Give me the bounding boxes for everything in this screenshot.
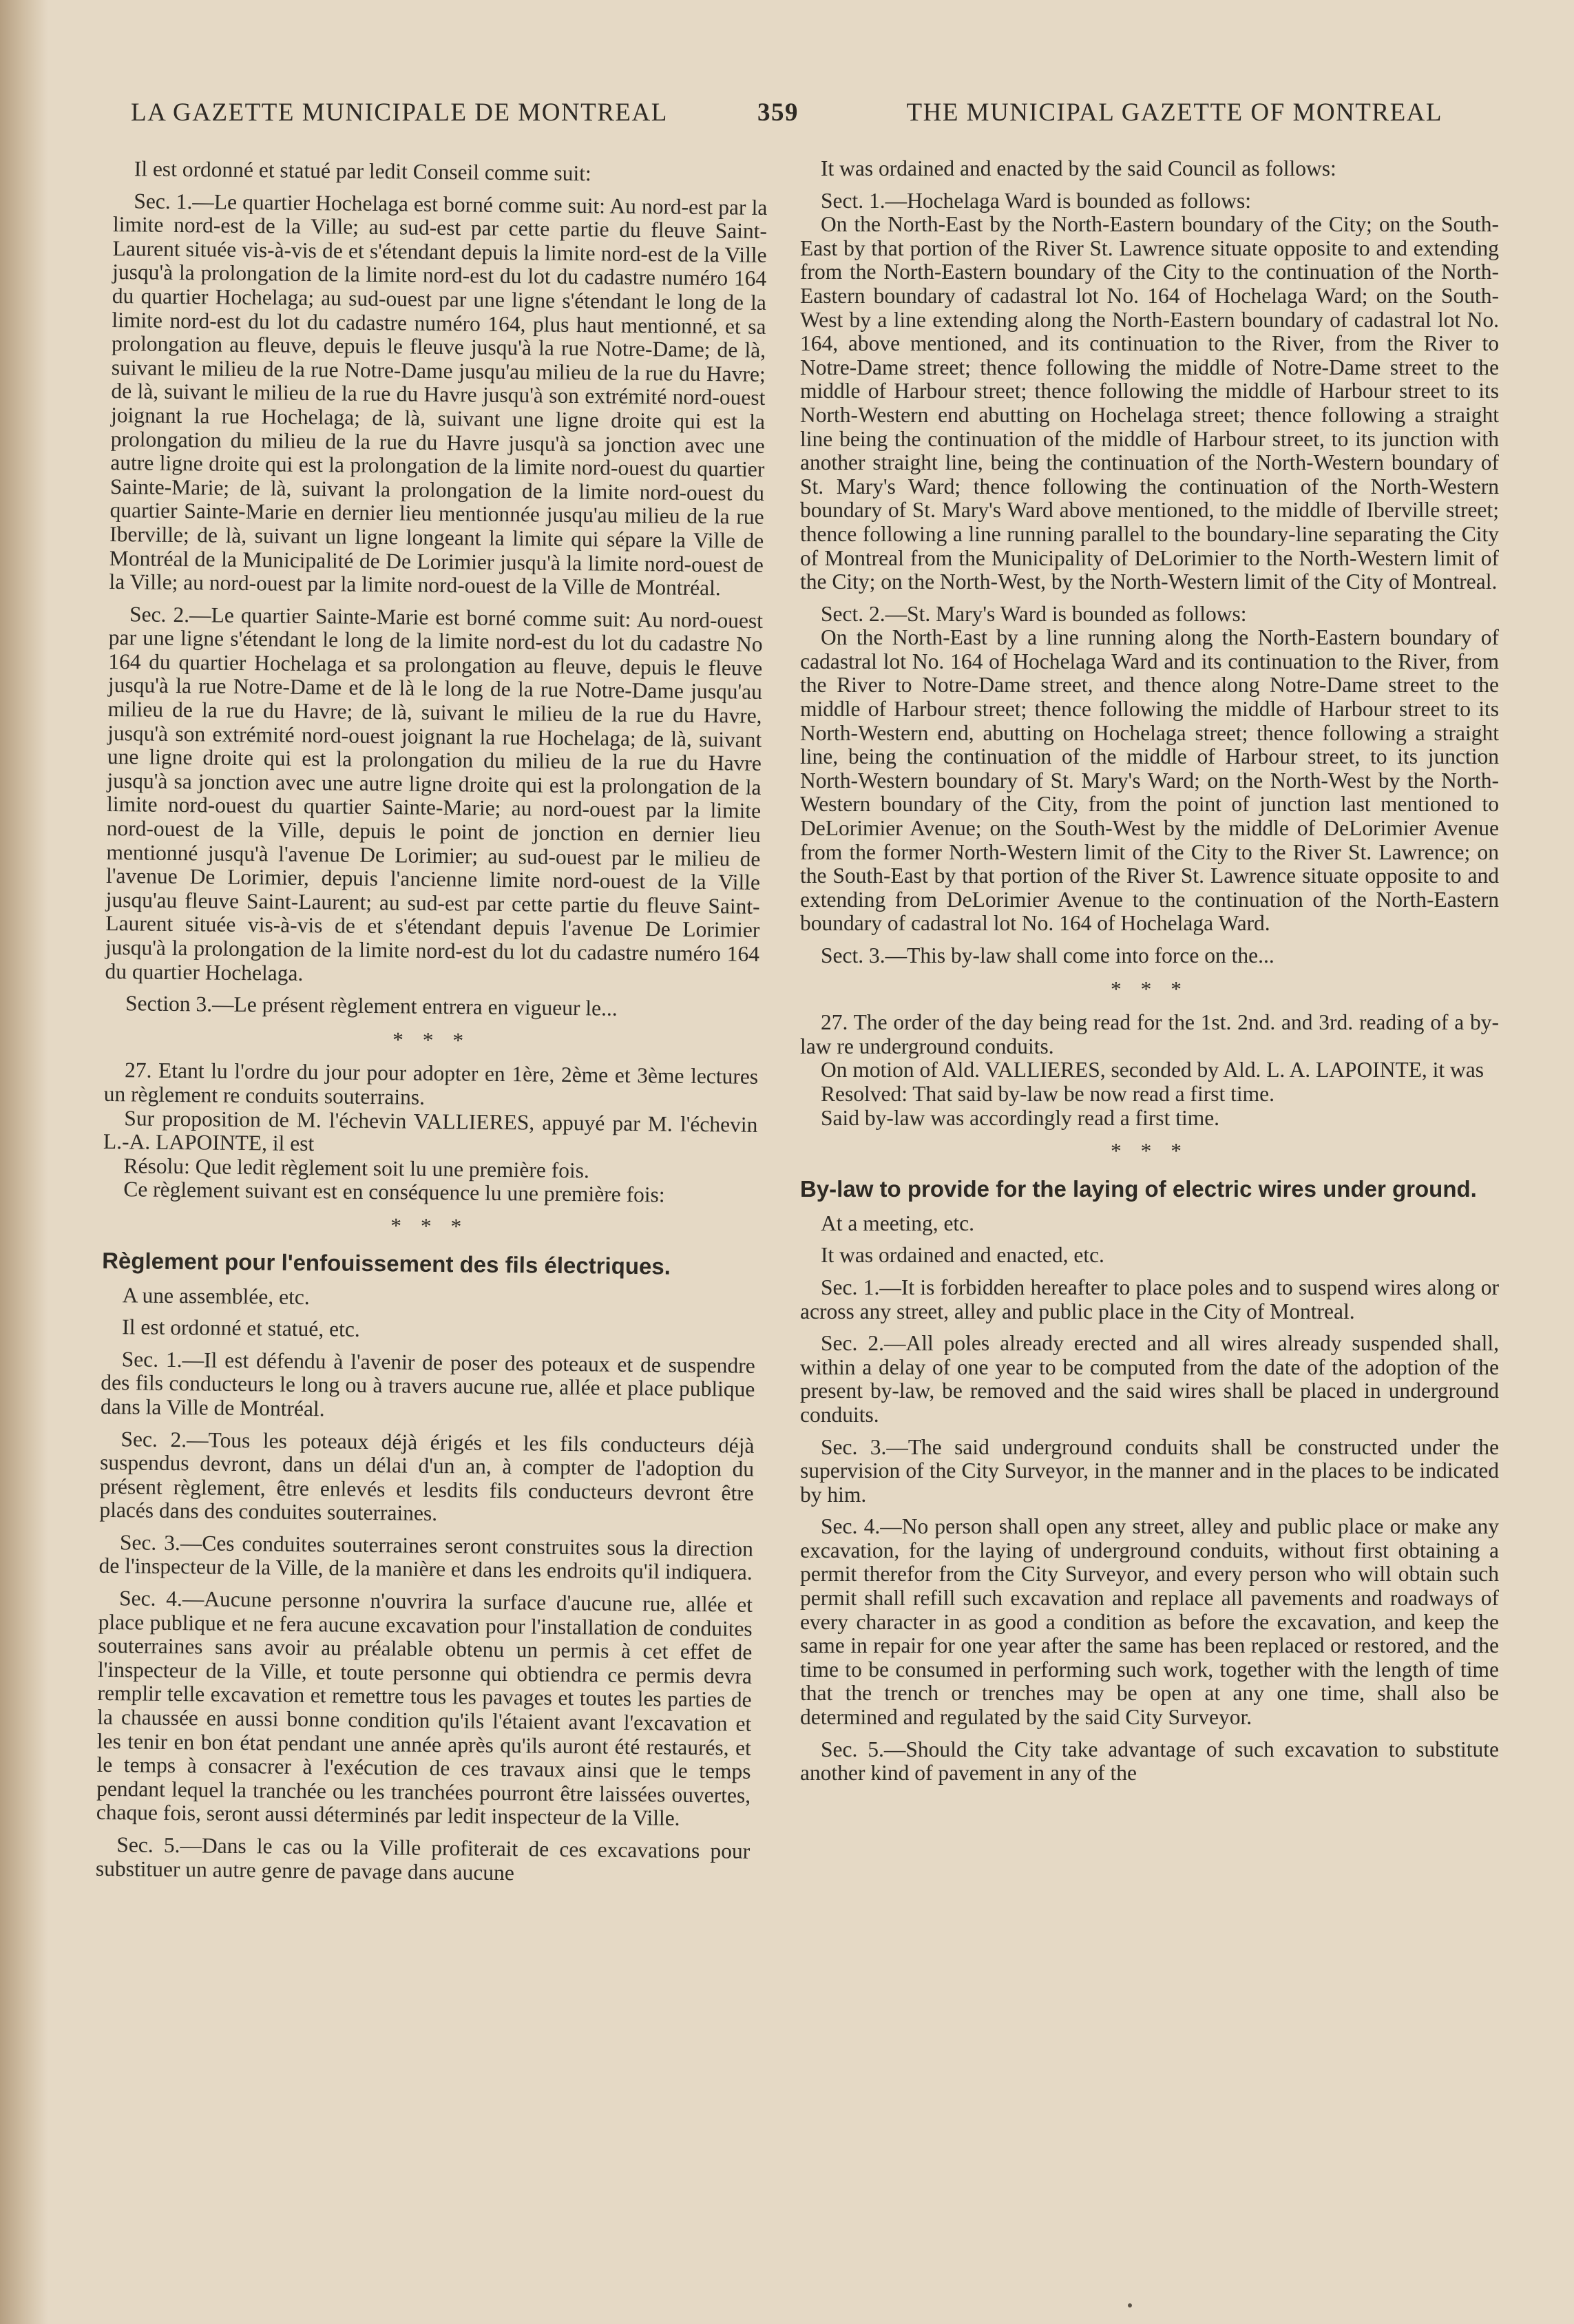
paragraph: Sec. 1.—Il est défendu à l'avenir de poser des poteaux et de suspendre des fils conducteurs le long ou à travers aucune rue, allée et place publique dans la Ville de Montréal. [100,1346,755,1421]
paragraph: On motion of Ald. VALLIERES, seconded by Ald. L. A. LAPOINTE, it was [821,1058,1484,1082]
section-heading: Règlement pour l'enfouissement des fils électriques. [102,1247,671,1279]
paragraph: A une assemblée, etc. [122,1282,310,1309]
paragraph: Résolu: Que ledit règlement soit lu une première fois. [123,1153,590,1183]
paragraph: Sec. 2.—Le quartier Sainte-Marie est borné comme suit: Au nord-ouest par une ligne s'étendant le long de la limite nord-est du lot du cadastre No 164 du quartier Hochelaga et sa prolongation au fleuve, depuis le fleuve jusqu'à la rue Notre-Dame et de là le long de la rue Notre-Dame jusqu'au milieu de la rue du Havre; de là, suivant le milieu de la rue du Havre, jusqu'à son extrémité nord-ouest joignant la rue Hochelaga; de là, suivant une ligne droite qui est la prolongation du milieu de la rue du Havre jusqu'à sa jonction avec une autre ligne droite qui est la prolongation de la limite nord-ouest du quartier Sainte-Marie; au nord-ouest par la limite nord-ouest de la Ville, depuis le point de jonction en dernier lieu mentionné jusqu'à l'avenue De Lorimier; au sud-ouest par le milieu de l'avenue De Lorimier, depuis l'ancienne limite nord-ouest de la Ville jusqu'au fleuve Saint-Laurent; au sud-est par cette partie du fleuve Saint-Laurent située vis-à-vis de et s'étendant depuis l'avenue De Lorimier jusqu'à la prolongation de la limite nord-est du lot du cadastre numéro 164 du quartier Hochelaga. [105,601,764,985]
paragraph: At a meeting, etc. [821,1211,975,1235]
paragraph: On the North-East by a line running along the North-Eastern boundary of cadastral lot No. 164 of Hochelaga Ward and its continuation to the River, from the River to Notre-Dame street, and thence along Notre-Dame street to the middle of Harbour street; thence following the middle of Harbour street to its North-Western end, abutting on Hochelaga street; thence following a straight line, being the continuation of the middle of Harbour street, to its junction North-Western boundary of St. Mary's Ward; on the North-West by the North-Western boundary of the City, from the point of junction last mentioned to DeLorimier Avenue; on the South-West by the middle of DeLorimier Avenue from the former North-Western limit of the City to the River St. Lawrence; on the South-East by that portion of the River St. Lawrence situate opposite to and extending from DeLorimier Avenue to the continuation of the North-Eastern boundary of cadastral lot No. 164 of Hochelaga Ward. [800,625,1499,936]
paragraph: Sect. 1.—Hochelaga Ward is bounded as follows: [821,188,1252,213]
paragraph: Sec. 4.—No person shall open any street, alley and public place or make any excavation, for the laying of underground conduits, without first obtaining a permit therefor from the City Surveyor, and every person who will obtain such permit shall refill such excavation and replace all pavements and roadways of every character in as good a condition as before the excavation, and keep the same in repair for one year after the same has been replaced or restored, and the time to be consumed in performing such work, together with the length of time that the trench or trenches may be open at any one time, shall also be determined and regulated by the said City Surveyor. [800,1514,1499,1730]
header-english-title: THE MUNICIPAL GAZETTE OF MONTREAL [906,98,1442,127]
separator-stars: * * * [1111,976,1188,1001]
paragraph: On the North-East by the North-Eastern boundary of the City; on the South-East by that portion of the River St. Lawrence situate opposite to and extending from the North-Eastern boundary of the City to the continuation of the North-Eastern boundary of cadastral lot No. 164 of Hochelaga Ward; on the South-West by a line extending along the North-Eastern boundary of cadastral lot No. 164, above mentioned, and its continuation to the River, from the River to Notre-Dame street; thence following the middle of Notre-Dame street to the middle of Harbour street; thence following the middle of Harbour street to its North-Western end abutting on Hochelaga street; thence following a straight line being the continuation of the middle of Harbour street, to its junction with another straight line, being the continuation of the North-Western boundary of St. Mary's Ward; thence following the continuation of the North-Western boundary of St. Mary's Ward above mentioned, to the middle of Iberville street; thence following a line running parallel to the boundary-line separating the City of Montreal from the Municipality of DeLorimier to the North-Western limit of the City; on the North-West, by the North-Western limit of the City of Montreal. [800,212,1499,594]
paragraph: Sec. 1.—Le quartier Hochelaga est borné comme suit: Au nord-est par la limite nord-est de la Ville; au sud-est par cette partie du fleuve Saint-Laurent située vis-à-vis de et s'étendant depuis la limite nord-est de la Ville jusqu'à la prolongation de la limite nord-est du lot du cadastre numéro 164 du quartier Hochelaga; au sud-ouest par une ligne s'étendant le long de la limite nord-est du lot du cadastre numéro 164, plus haut mentionné, et sa prolongation au fleuve, depuis le fleuve jusqu'à la rue Notre-Dame; de là, suivant le milieu de la rue Notre-Dame jusqu'au milieu de la rue du Havre; de là, suivant le milieu de la rue du Havre jusqu'à son extrémité nord-ouest joignant la rue Hochelaga; de là, suivant une ligne droite qui est la prolongation du milieu de la rue du Havre jusqu'à sa jonction avec une autre ligne droite qui est la prolongation de la limite nord-ouest du quartier Sainte-Marie; de là, suivant la prolongation de la limite nord-ouest du quartier Sainte-Marie en dernier lieu mentionnée jusqu'au milieu de la rue Iberville; de là, suivant un ligne longeant la limite qui sépare la Ville de Montréal de la Municipalité de De Lorimier jusqu'à la limite nord-ouest de la Ville; au nord-ouest par la limite nord-ouest de la Ville de Montréal. [109,188,768,600]
paragraph: Sec. 3.—Ces conduites souterraines seront construites sous la direction de l'inspecteur de la Ville, de la manière et dans les endroits qu'il indiquera. [98,1530,754,1585]
paragraph: Sec. 1.—It is forbidden hereafter to place poles and to suspend wires along or across any street, alley and public place in the City of Montreal. [800,1275,1499,1323]
paragraph: Resolved: That said by-law be now read a first time. [821,1081,1274,1106]
paragraph: 27. Etant lu l'ordre du jour pour adopter en 1ère, 2ème et 3ème lectures un règlement re conduits souterrains. [103,1058,759,1109]
paragraph: Sur proposition de M. l'échevin VALLIERES, appuyé par M. l'échevin L.-A. LAPOINTE, il est [103,1105,758,1156]
paragraph: Il est ordonné et statué, etc. [122,1315,360,1341]
section-heading: By-law to provide for the laying of electric wires under ground. [800,1175,1477,1202]
paragraph: Sect. 2.—St. Mary's Ward is bounded as follows: [821,601,1247,626]
paragraph: Sec. 4.—Aucune personne n'ouvrira la surface d'aucune rue, allée et place publique et ne fera aucune excavation pour l'installation de conduites souterraines sans avoir au préalable obtenu un permis à cet effet de l'inspecteur de la Ville, et toute personne qui obtiendra ce permis devra remplir telle excavation et remettre tous les pavages et toutes les parties de la chaussée en aussi bonne condition qu'ils l'étaient avant l'excavation et les tenir en bon état pendant une année après qu'ils auront été restaurés, et le temps à consacrer à l'exécution de ces travaux ainsi que le temps pendant lequel la tranchée ou les tranchées pourront être laissées ouvertes, chaque fois, seront aussi déterminés par ledit inspecteur de la Ville. [96,1586,753,1831]
paragraph: Il est ordonné et statué par ledit Conseil comme suit: [134,156,591,186]
separator-stars: * * * [1111,1139,1188,1164]
paragraph: Ce règlement suivant est en conséquence lu une première fois: [123,1177,665,1207]
paragraph: Sec. 2.—All poles already erected and all wires already suspended shall, within a delay of one year to be computed from the date of the adoption of the present by-law, be removed and the said wires shall be placed in underground conduits. [800,1331,1499,1427]
paragraph: Sec. 2.—Tous les poteaux déjà érigés et les fils conducteurs déjà suspendus devront, dans un délai d'un an, à compter de l'adoption du présent règlement, être enlevés et lesdits fils conducteurs devront être placés dans des conduites souterraines. [99,1426,755,1526]
paragraph: It was ordained and enacted, etc. [821,1243,1104,1268]
paragraph: Section 3.—Le présent règlement entrera en vigueur le... [125,991,618,1020]
paragraph: Sec. 5.—Should the City take advantage of such excavation to substitute another kind of pavement in any of the [800,1737,1499,1786]
paragraph: Sec. 5.—Dans le cas ou la Ville profiterait de ces excavations pour substituer un autre genre de pavage dans aucune [95,1832,751,1885]
french-column [96,157,768,1887]
separator-stars: * * * [390,1213,469,1239]
english-column [800,157,1499,1786]
header-french-title: LA GAZETTE MUNICIPALE DE MONTREAL [131,98,668,127]
paragraph: 27. The order of the day being read for the 1st. 2nd. and 3rd. reading of a by-law re underground conduits. [800,1010,1499,1058]
print-speck [1128,2303,1132,2307]
paragraph: It was ordained and enacted by the said Council as follows: [821,156,1336,180]
paragraph: Said by-law was accordingly read a first time. [821,1105,1220,1130]
page-header [131,98,1453,139]
separator-stars: * * * [392,1027,471,1053]
paragraph: Sec. 3.—The said underground conduits shall be constructed under the supervision of the City Surveyor, in the manner and in the places to be indicated by him. [800,1434,1499,1507]
page-binding-edge [0,0,48,2324]
page-number: 359 [757,98,799,127]
paragraph: Sect. 3.—This by-law shall come into force on the... [821,943,1274,967]
